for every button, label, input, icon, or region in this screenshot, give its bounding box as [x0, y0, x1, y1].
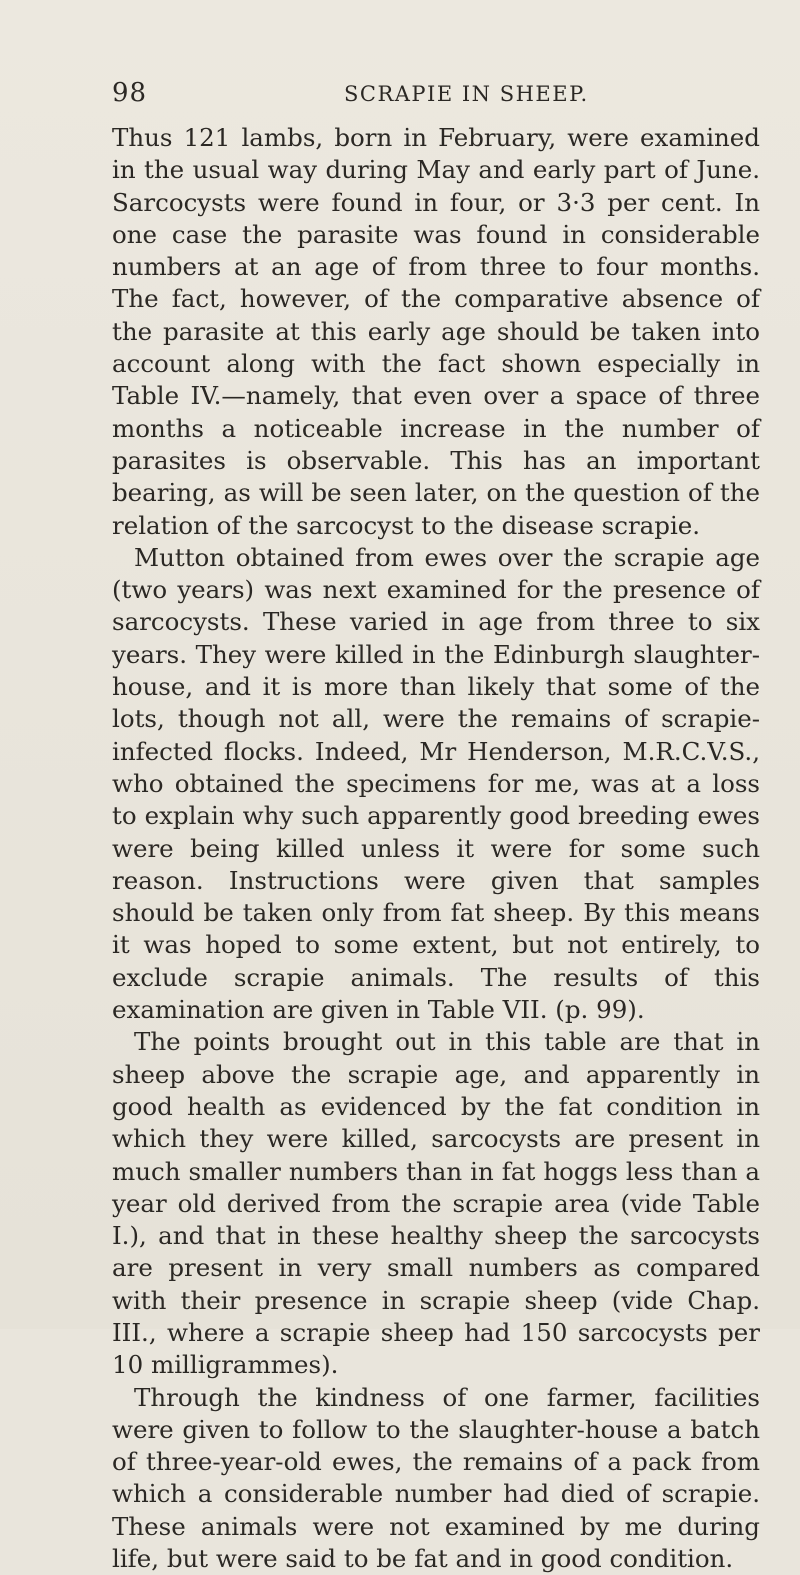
- paragraph-4: Through the kindness of one farmer, facilities were given to follow to the slaughter-house a batch of three-year-old ewes, the remains of a pack from which a considerable number had died of scrapie. These animals were not examined by me during life, but were said to be fat and in good condition.: [112, 1382, 760, 1574]
- paragraph-3: The points brought out in this table are that in sheep above the scrapie age, and apparently in good health as evidenced by the fat condition in which they were killed, sarcocysts are present in much smaller numbers than in fat hoggs less than a year old derived from the scrapie area (vide Table I.), and that in these healthy sheep the sarcocysts are present in very small numbers as compared with their presence in scrapie sheep (vide Chap. III., where a scrapie sheep had 150 sarcocysts per 10 milligrammes).: [112, 1027, 760, 1380]
- body-text: [112, 122, 760, 1575]
- paragraph-2: Mutton obtained from ewes over the scrapie age (two years) was next examined for the presence of sarcocysts. These varied in age from three to six years. They were killed in the Edinburgh slaughter-house, and it is more than likely that some of the lots, though not all, were the remains of scrapie-infected flocks. Indeed, Mr Henderson, M.R.C.V.S., who obtained the specimens for me, was at a loss to explain why such apparently good breeding ewes were being killed unless it were for some such reason. Instructions were given that samples should be taken only from fat sheep. By this means it was hoped to some extent, but not entirely, to exclude scrapie animals. The results of this examination are given in Table VII. (p. 99).: [112, 542, 760, 1025]
- paragraph-1: Thus 121 lambs, born in February, were examined in the usual way during May and early part of June. Sarcocysts were found in four, or 3·3 per cent. In one case the parasite was found in considerable numbers at an age of from three to four months. The fact, however, of the comparative absence of the parasite at this early age should be taken into account along with the fact shown especially in Table IV.—namely, that even over a space of three months a noticeable increase in the number of parasites is observable. This has an important bearing, as will be seen later, on the question of the relation of the sarcocyst to the disease scrapie.: [112, 123, 760, 540]
- page-header: [112, 78, 760, 118]
- running-title: SCRAPIE IN SHEEP.: [344, 82, 589, 106]
- page-number: 98: [112, 78, 148, 108]
